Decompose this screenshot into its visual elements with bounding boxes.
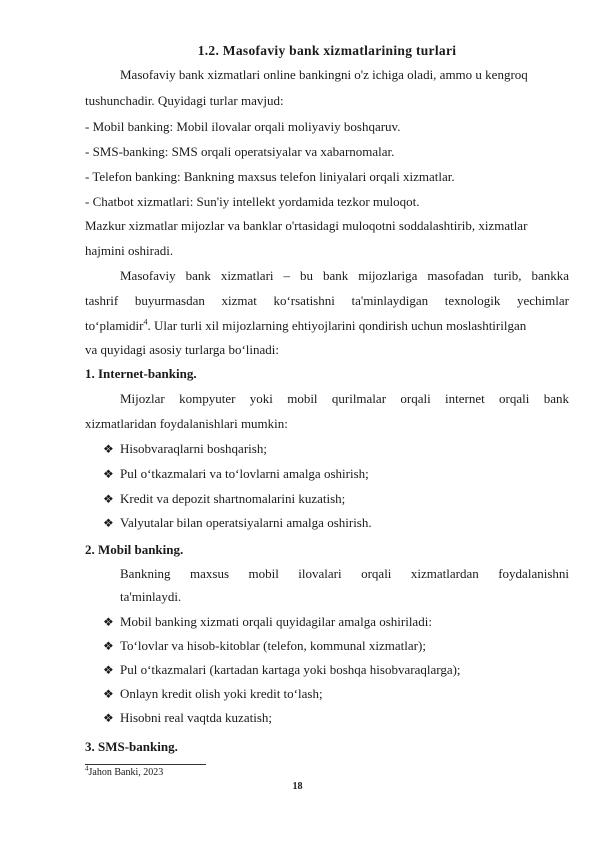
bullet-icon: ❖ <box>103 663 114 677</box>
bullet-icon: ❖ <box>103 516 114 530</box>
dash-item-sms: - SMS-banking: SMS orqali operatsiyalar va xabarnomalar. <box>85 144 395 159</box>
page-number: 18 <box>292 781 303 792</box>
bullet-icon: ❖ <box>103 711 114 725</box>
bullet-icon: ❖ <box>103 492 114 506</box>
bullet-icon: ❖ <box>103 442 114 456</box>
section-title: 1.2. Masofaviy bank xizmatlarining turlari <box>197 43 457 58</box>
internet-banking-line-1: Mijozlar kompyuter yoki mobil qurilmalar orqali internet orqali bank <box>120 391 569 406</box>
mobile-bullet-1: Mobil banking xizmati orqali quyidagilar amalga oshiriladi: <box>120 614 432 629</box>
internet-banking-heading: 1. Internet-banking. <box>85 366 197 381</box>
footnote-divider <box>85 764 206 765</box>
intro-line-2: tushunchadir. Quyidagi turlar mavjud: <box>85 93 284 108</box>
internet-bullet-1: Hisobvaraqlarni boshqarish; <box>120 441 267 456</box>
bullet-icon: ❖ <box>103 467 114 481</box>
mobile-banking-line-1: Bankning maxsus mobil ilovalari orqali xizmatlardan foydalanishni <box>120 566 569 581</box>
mobile-bullet-2: To‘lovlar va hisob-kitoblar (telefon, kommunal xizmatlar); <box>120 638 426 653</box>
bullet-icon: ❖ <box>103 639 114 653</box>
mobile-banking-line-2: ta'minlaydi. <box>120 589 182 604</box>
bullet-icon: ❖ <box>103 687 114 701</box>
footnote-marker: 4 <box>85 764 89 773</box>
internet-bullet-2: Pul o‘tkazmalari va to‘lovlarni amalga oshirish; <box>120 466 369 481</box>
sms-banking-heading: 3. SMS-banking. <box>85 739 178 754</box>
internet-banking-line-2: xizmatlaridan foydalanishlari mumkin: <box>85 416 288 431</box>
intro-line-1: Masofaviy bank xizmatlari online bankingni o'z ichiga oladi, ammo u kengroq <box>120 67 528 82</box>
bullet-icon: ❖ <box>103 615 114 629</box>
summary-line-1: Mazkur xizmatlar mijozlar va banklar o'rtasidagi muloqotni soddalashtirib, xizmatlar <box>85 218 528 233</box>
mobile-bullet-5: Hisobni real vaqtda kuzatish; <box>120 710 272 725</box>
summary-line-2: hajmini oshiradi. <box>85 243 174 258</box>
definition-line-3-start: to‘plamidir <box>85 318 144 333</box>
footnote-text: Jahon Banki, 2023 <box>88 767 164 778</box>
dash-item-mobile: - Mobil banking: Mobil ilovalar orqali moliyaviy boshqaruv. <box>85 119 401 134</box>
mobile-bullet-3: Pul o‘tkazmalari (kartadan kartaga yoki boshqa hisobvaraqlarga); <box>120 662 461 677</box>
internet-bullet-3: Kredit va depozit shartnomalarini kuzatish; <box>120 491 346 506</box>
footnote <box>85 764 164 779</box>
mobile-banking-heading: 2. Mobil banking. <box>85 542 184 557</box>
dash-item-chatbot: - Chatbot xizmatlari: Sun'iy intellekt yordamida tezkor muloqot. <box>85 194 420 209</box>
internet-bullet-4: Valyutalar bilan operatsiyalarni amalga oshirish. <box>120 515 372 530</box>
definition-line-3 <box>85 318 569 334</box>
definition-line-1: Masofaviy bank xizmatlari – bu bank mijozlariga masofadan turib, bankka <box>120 268 569 283</box>
definition-line-3-end: . Ular turli xil mijozlarning ehtiyojlarini qondirish uchun moslashtirilgan <box>147 318 527 333</box>
definition-line-4: va quyidagi asosiy turlarga bo‘linadi: <box>85 342 279 357</box>
footnote-ref: 4 <box>143 317 148 327</box>
definition-line-2: tashrif buyurmasdan xizmat ko‘rsatishni ta'minlaydigan texnologik yechimlar <box>85 293 569 308</box>
mobile-bullet-4: Onlayn kredit olish yoki kredit to‘lash; <box>120 686 323 701</box>
dash-item-telefon: - Telefon banking: Bankning maxsus telefon liniyalari orqali xizmatlar. <box>85 169 455 184</box>
